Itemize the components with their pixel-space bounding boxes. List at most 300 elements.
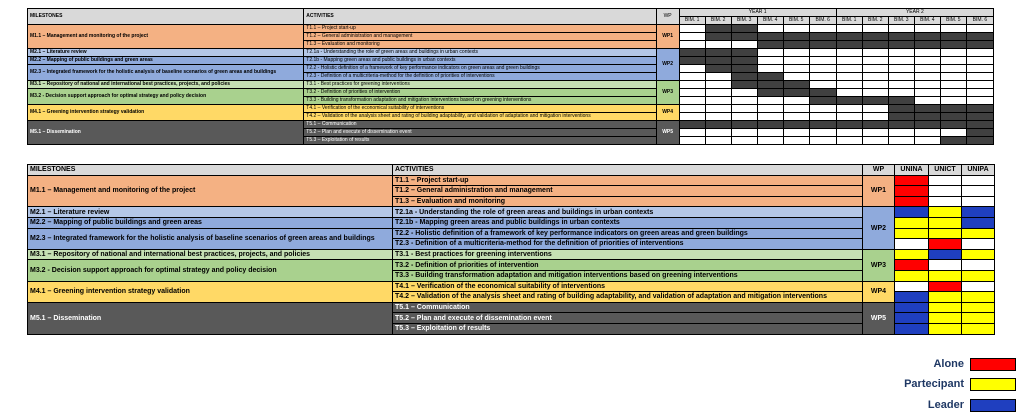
resp-milestones-header: MILESTONES [28, 165, 393, 176]
gantt-row [28, 57, 994, 65]
gantt-empty-cell [757, 57, 783, 65]
gantt-empty-cell [914, 81, 940, 89]
milestone-cell: M1.1 – Management and monitoring of the project [28, 25, 304, 49]
role-alone-cell [895, 175, 929, 186]
gantt-bar-cell [862, 121, 888, 129]
activity-cell: T5.3 – Exploitation of results [393, 323, 863, 334]
gantt-empty-cell [888, 65, 914, 73]
activity-cell: T3.2 - Definition of priorities of intervention [304, 89, 656, 97]
milestone-cell: M2.1 – Literature review [28, 49, 304, 57]
gantt-bar-cell [809, 97, 836, 105]
gantt-bimester-header: BIM. 5 [940, 17, 966, 25]
role-part-cell [929, 207, 962, 218]
role-none-cell [962, 281, 995, 292]
gantt-empty-cell [809, 129, 836, 137]
gantt-empty-cell [705, 41, 731, 49]
gantt-empty-cell [783, 73, 809, 81]
gantt-bimester-header: BIM. 6 [966, 17, 993, 25]
activity-cell: T3.1 - Best practices for greening interventions [304, 81, 656, 89]
gantt-empty-cell [705, 97, 731, 105]
gantt-empty-cell [731, 129, 757, 137]
role-alone-cell [929, 281, 962, 292]
wp-cell: WP3 [656, 81, 679, 105]
activity-cell: T4.1 – Verification of the economical suitability of interventions [304, 105, 656, 113]
milestone-cell: M3.1 – Repository of national and international best practices, projects, and policies [28, 81, 304, 89]
role-none-cell [962, 186, 995, 197]
gantt-empty-cell [809, 137, 836, 145]
gantt-bar-cell [862, 33, 888, 41]
activity-cell: T2.1a - Understanding the role of green areas and buildings in urban contexts [304, 49, 656, 57]
gantt-empty-cell [731, 89, 757, 97]
gantt-empty-cell [731, 97, 757, 105]
gantt-bar-cell [940, 137, 966, 145]
gantt-row [28, 121, 994, 129]
gantt-empty-cell [966, 65, 993, 73]
gantt-empty-cell [940, 25, 966, 33]
role-none-cell [895, 239, 929, 250]
activity-cell: T5.2 – Plan and execute of dissemination event [393, 313, 863, 324]
gantt-bar-cell [705, 25, 731, 33]
gantt-bimester-header: BIM. 5 [783, 17, 809, 25]
role-none-cell [929, 175, 962, 186]
gantt-empty-cell [783, 65, 809, 73]
gantt-bar-cell [809, 89, 836, 97]
gantt-empty-cell [679, 41, 705, 49]
role-part-cell [962, 323, 995, 334]
resp-unict-header: UNICT [929, 165, 962, 176]
role-part-cell [929, 228, 962, 239]
gantt-empty-cell [966, 25, 993, 33]
gantt-empty-cell [757, 113, 783, 121]
resp-unipa-header: UNIPA [962, 165, 995, 176]
gantt-empty-cell [888, 25, 914, 33]
activity-cell: T4.2 – Validation of the analysis sheet and rating of building adaptability, and validation of adaptation and mitigation interventions [393, 292, 863, 303]
gantt-bimester-header: BIM. 6 [809, 17, 836, 25]
activity-cell: T2.3 - Definition of a multicriteria-method for the definition of priorities of interventions [304, 73, 656, 81]
gantt-empty-cell [862, 57, 888, 65]
gantt-empty-cell [757, 137, 783, 145]
gantt-empty-cell [914, 89, 940, 97]
gantt-empty-cell [940, 73, 966, 81]
gantt-empty-cell [809, 81, 836, 89]
gantt-bimester-header: BIM. 4 [757, 17, 783, 25]
gantt-bar-cell [783, 41, 809, 49]
legend-participant [886, 376, 1016, 392]
role-none-cell [929, 196, 962, 207]
role-part-cell [962, 302, 995, 313]
gantt-empty-cell [888, 89, 914, 97]
gantt-bar-cell [940, 41, 966, 49]
resp-wp-header: WP [863, 165, 895, 176]
gantt-empty-cell [914, 97, 940, 105]
responsibility-row [28, 228, 995, 239]
gantt-bar-cell [705, 33, 731, 41]
gantt-bar-cell [731, 57, 757, 65]
gantt-empty-cell [783, 49, 809, 57]
gantt-empty-cell [966, 89, 993, 97]
gantt-empty-cell [836, 113, 862, 121]
activity-cell: T5.2 – Plan and execute of dissemination event [304, 129, 656, 137]
legend-participant-swatch [970, 378, 1016, 391]
gantt-year2-header: YEAR 2 [836, 9, 993, 17]
milestone-cell: M2.1 – Literature review [28, 207, 393, 218]
role-none-cell [895, 281, 929, 292]
gantt-bar-cell [966, 129, 993, 137]
gantt-empty-cell [940, 49, 966, 57]
activity-cell: T3.2 - Definition of priorities of intervention [393, 260, 863, 271]
gantt-bar-cell [757, 73, 783, 81]
gantt-empty-cell [705, 105, 731, 113]
gantt-bar-cell [888, 41, 914, 49]
responsibility-row [28, 302, 995, 313]
gantt-empty-cell [679, 105, 705, 113]
role-part-cell [962, 292, 995, 303]
milestone-cell: M5.1 – Dissemination [28, 121, 304, 145]
gantt-bimester-header: BIM. 2 [862, 17, 888, 25]
gantt-milestones-header: MILESTONES [28, 9, 304, 25]
wp-cell: WP2 [863, 207, 895, 249]
legend-leader-swatch [970, 399, 1016, 412]
gantt-empty-cell [862, 65, 888, 73]
activity-cell: T3.1 - Best practices for greening interventions [393, 249, 863, 260]
gantt-bar-cell [783, 33, 809, 41]
gantt-empty-cell [862, 129, 888, 137]
wp-cell: WP3 [863, 249, 895, 281]
gantt-empty-cell [679, 73, 705, 81]
role-part-cell [895, 228, 929, 239]
gantt-empty-cell [679, 97, 705, 105]
milestone-cell: M4.1 – Greening intervention strategy validation [28, 105, 304, 121]
responsibility-table [27, 164, 995, 335]
gantt-empty-cell [836, 89, 862, 97]
gantt-row [28, 81, 994, 89]
role-alone-cell [895, 260, 929, 271]
role-part-cell [895, 217, 929, 228]
responsibility-row [28, 175, 995, 186]
activity-cell: T2.2 - Holistic definition of a framework of key performance indicators on green areas and green buildings [304, 65, 656, 73]
gantt-bar-cell [836, 41, 862, 49]
gantt-bar-cell [914, 33, 940, 41]
activity-cell: T5.1 – Communication [393, 302, 863, 313]
gantt-bar-cell [888, 121, 914, 129]
activity-cell: T1.3 – Evaluation and monitoring [304, 41, 656, 49]
role-part-cell [929, 323, 962, 334]
gantt-empty-cell [679, 33, 705, 41]
role-part-cell [962, 249, 995, 260]
gantt-bar-cell [679, 57, 705, 65]
role-alone-cell [895, 186, 929, 197]
gantt-empty-cell [705, 81, 731, 89]
activity-cell: T1.1 – Project start-up [304, 25, 656, 33]
wp-cell: WP5 [863, 302, 895, 334]
gantt-empty-cell [862, 89, 888, 97]
gantt-bimester-header: BIM. 2 [705, 17, 731, 25]
gantt-bar-cell [966, 137, 993, 145]
gantt-bar-cell [914, 105, 940, 113]
wp-cell: WP1 [863, 175, 895, 207]
activity-cell: T1.2 – General administration and management [393, 186, 863, 197]
gantt-empty-cell [914, 129, 940, 137]
gantt-empty-cell [888, 81, 914, 89]
role-lead-cell [895, 323, 929, 334]
gantt-bar-cell [731, 33, 757, 41]
role-alone-cell [929, 239, 962, 250]
gantt-row [28, 65, 994, 73]
gantt-bar-cell [679, 121, 705, 129]
gantt-bar-cell [809, 33, 836, 41]
gantt-bar-cell [731, 49, 757, 57]
gantt-empty-cell [914, 49, 940, 57]
milestone-cell: M3.1 – Repository of national and international best practices, projects, and policies [28, 249, 393, 260]
gantt-bar-cell [757, 89, 783, 97]
gantt-empty-cell [836, 57, 862, 65]
gantt-bar-cell [705, 57, 731, 65]
gantt-empty-cell [757, 49, 783, 57]
role-part-cell [962, 228, 995, 239]
gantt-empty-cell [914, 57, 940, 65]
legend-alone-label: Alone [933, 358, 964, 370]
gantt-empty-cell [809, 65, 836, 73]
role-part-cell [929, 270, 962, 281]
gantt-empty-cell [888, 49, 914, 57]
gantt-bar-cell [809, 41, 836, 49]
gantt-bar-cell [940, 113, 966, 121]
gantt-bar-cell [731, 121, 757, 129]
role-lead-cell [962, 217, 995, 228]
gantt-empty-cell [705, 129, 731, 137]
gantt-empty-cell [679, 81, 705, 89]
gantt-table [27, 8, 994, 145]
gantt-empty-cell [809, 105, 836, 113]
legend-alone [886, 356, 1016, 372]
gantt-bar-cell [731, 81, 757, 89]
gantt-bar-cell [731, 73, 757, 81]
gantt-bar-cell [836, 97, 862, 105]
activity-cell: T2.3 - Definition of a multicriteria-method for the definition of priorities of interventions [393, 239, 863, 250]
gantt-empty-cell [679, 129, 705, 137]
gantt-empty-cell [836, 25, 862, 33]
gantt-bar-cell [914, 41, 940, 49]
resp-unina-header: UNINA [895, 165, 929, 176]
gantt-empty-cell [940, 81, 966, 89]
gantt-bimester-header: BIM. 1 [836, 17, 862, 25]
gantt-bar-cell [940, 105, 966, 113]
gantt-bar-cell [862, 41, 888, 49]
gantt-empty-cell [809, 73, 836, 81]
gantt-row [28, 105, 994, 113]
milestone-cell: M2.3 – Integrated framework for the holistic analysis of baseline scenarios of green areas and buildings [28, 228, 393, 249]
gantt-empty-cell [940, 57, 966, 65]
gantt-bar-cell [757, 41, 783, 49]
gantt-empty-cell [679, 89, 705, 97]
gantt-empty-cell [862, 137, 888, 145]
gantt-empty-cell [888, 137, 914, 145]
gantt-empty-cell [757, 97, 783, 105]
role-none-cell [962, 260, 995, 271]
role-none-cell [962, 175, 995, 186]
role-lead-cell [895, 302, 929, 313]
gantt-bar-cell [940, 33, 966, 41]
gantt-row [28, 89, 994, 97]
gantt-empty-cell [783, 105, 809, 113]
activity-cell: T2.1b - Mapping green areas and public buildings in urban contexts [304, 57, 656, 65]
gantt-empty-cell [966, 81, 993, 89]
role-part-cell [895, 249, 929, 260]
gantt-empty-cell [940, 97, 966, 105]
gantt-bar-cell [940, 121, 966, 129]
gantt-empty-cell [836, 65, 862, 73]
gantt-empty-cell [836, 73, 862, 81]
role-lead-cell [895, 292, 929, 303]
gantt-bar-cell [731, 65, 757, 73]
gantt-bar-cell [888, 97, 914, 105]
gantt-empty-cell [862, 73, 888, 81]
gantt-empty-cell [914, 65, 940, 73]
gantt-empty-cell [940, 89, 966, 97]
gantt-bar-cell [705, 49, 731, 57]
gantt-empty-cell [679, 25, 705, 33]
role-part-cell [929, 313, 962, 324]
gantt-empty-cell [679, 65, 705, 73]
gantt-empty-cell [783, 97, 809, 105]
gantt-empty-cell [757, 105, 783, 113]
milestone-cell: M2.2 – Mapping of public buildings and green areas [28, 57, 304, 65]
role-alone-cell [895, 196, 929, 207]
gantt-bar-cell [836, 33, 862, 41]
activity-cell: T2.2 - Holistic definition of a framework of key performance indicators on green areas and green buildings [393, 228, 863, 239]
gantt-empty-cell [731, 41, 757, 49]
gantt-bar-cell [914, 113, 940, 121]
gantt-empty-cell [809, 113, 836, 121]
gantt-empty-cell [836, 49, 862, 57]
gantt-bar-cell [809, 121, 836, 129]
gantt-empty-cell [940, 129, 966, 137]
activity-cell: T2.1a - Understanding the role of green areas and buildings in urban contexts [393, 207, 863, 218]
gantt-bar-cell [862, 97, 888, 105]
role-part-cell [895, 270, 929, 281]
gantt-empty-cell [783, 129, 809, 137]
gantt-empty-cell [914, 73, 940, 81]
gantt-bar-cell [757, 81, 783, 89]
gantt-bar-cell [705, 65, 731, 73]
activity-cell: T1.3 – Evaluation and monitoring [393, 196, 863, 207]
gantt-empty-cell [914, 137, 940, 145]
gantt-bar-cell [888, 105, 914, 113]
role-part-cell [962, 270, 995, 281]
gantt-bar-cell [757, 33, 783, 41]
wp-cell: WP1 [656, 25, 679, 49]
wp-cell: WP4 [863, 281, 895, 302]
activity-cell: T5.3 – Exploitation of results [304, 137, 656, 145]
legend-alone-swatch [970, 358, 1016, 371]
legend-leader [886, 397, 1016, 413]
gantt-wp-header: WP [656, 9, 679, 25]
gantt-empty-cell [757, 129, 783, 137]
wp-cell: WP5 [656, 121, 679, 145]
role-lead-cell [895, 207, 929, 218]
activity-cell: T4.2 – Validation of the analysis sheet and rating of building adaptability, and validation of adaptation and mitigation interventions [304, 113, 656, 121]
gantt-empty-cell [809, 25, 836, 33]
gantt-bar-cell [888, 33, 914, 41]
responsibility-row [28, 217, 995, 228]
role-none-cell [929, 186, 962, 197]
milestone-cell: M2.2 – Mapping of public buildings and green areas [28, 217, 393, 228]
gantt-empty-cell [966, 49, 993, 57]
wp-cell: WP4 [656, 105, 679, 121]
responsibility-body [28, 175, 995, 334]
gantt-empty-cell [809, 49, 836, 57]
gantt-empty-cell [966, 57, 993, 65]
milestone-cell: M5.1 – Dissemination [28, 302, 393, 334]
milestone-cell: M3.2 - Decision support approach for optimal strategy and policy decision [28, 89, 304, 105]
gantt-bar-cell [679, 49, 705, 57]
gantt-empty-cell [679, 137, 705, 145]
wp-cell: WP2 [656, 49, 679, 81]
gantt-bar-cell [966, 121, 993, 129]
role-part-cell [929, 217, 962, 228]
activity-cell: T1.1 – Project start-up [393, 175, 863, 186]
gantt-empty-cell [809, 57, 836, 65]
gantt-bar-cell [914, 121, 940, 129]
gantt-bar-cell [966, 105, 993, 113]
role-lead-cell [895, 313, 929, 324]
gantt-empty-cell [888, 57, 914, 65]
gantt-empty-cell [966, 97, 993, 105]
role-lead-cell [929, 249, 962, 260]
gantt-bimester-header: BIM. 3 [888, 17, 914, 25]
gantt-empty-cell [914, 25, 940, 33]
gantt-bar-cell [783, 81, 809, 89]
role-part-cell [929, 292, 962, 303]
legend-leader-label: Leader [927, 399, 964, 411]
gantt-body [28, 25, 994, 145]
gantt-empty-cell [679, 113, 705, 121]
activity-cell: T5.1 – Communication [304, 121, 656, 129]
gantt-year1-header: YEAR 1 [679, 9, 836, 17]
gantt-empty-cell [836, 137, 862, 145]
gantt-empty-cell [705, 137, 731, 145]
responsibility-row [28, 281, 995, 292]
gantt-empty-cell [836, 81, 862, 89]
milestone-cell: M2.3 – Integrated framework for the holistic analysis of baseline scenarios of green areas and buildings [28, 65, 304, 81]
gantt-empty-cell [862, 81, 888, 89]
gantt-row [28, 25, 994, 33]
gantt-empty-cell [940, 65, 966, 73]
gantt-bar-cell [783, 121, 809, 129]
gantt-empty-cell [966, 73, 993, 81]
gantt-empty-cell [757, 25, 783, 33]
milestone-cell: M3.2 - Decision support approach for optimal strategy and policy decision [28, 260, 393, 281]
gantt-bar-cell [888, 113, 914, 121]
role-none-cell [962, 196, 995, 207]
role-none-cell [929, 260, 962, 271]
responsibility-row [28, 207, 995, 218]
gantt-bar-cell [836, 121, 862, 129]
gantt-empty-cell [862, 105, 888, 113]
gantt-empty-cell [705, 73, 731, 81]
gantt-bar-cell [705, 121, 731, 129]
gantt-bar-cell [731, 25, 757, 33]
gantt-bimester-header: BIM. 4 [914, 17, 940, 25]
responsibility-row [28, 249, 995, 260]
role-part-cell [929, 302, 962, 313]
gantt-empty-cell [836, 105, 862, 113]
resp-activities-header: ACTIVITIES [393, 165, 863, 176]
gantt-bimester-header: BIM. 1 [679, 17, 705, 25]
gantt-bar-cell [966, 33, 993, 41]
gantt-empty-cell [888, 73, 914, 81]
gantt-empty-cell [783, 25, 809, 33]
